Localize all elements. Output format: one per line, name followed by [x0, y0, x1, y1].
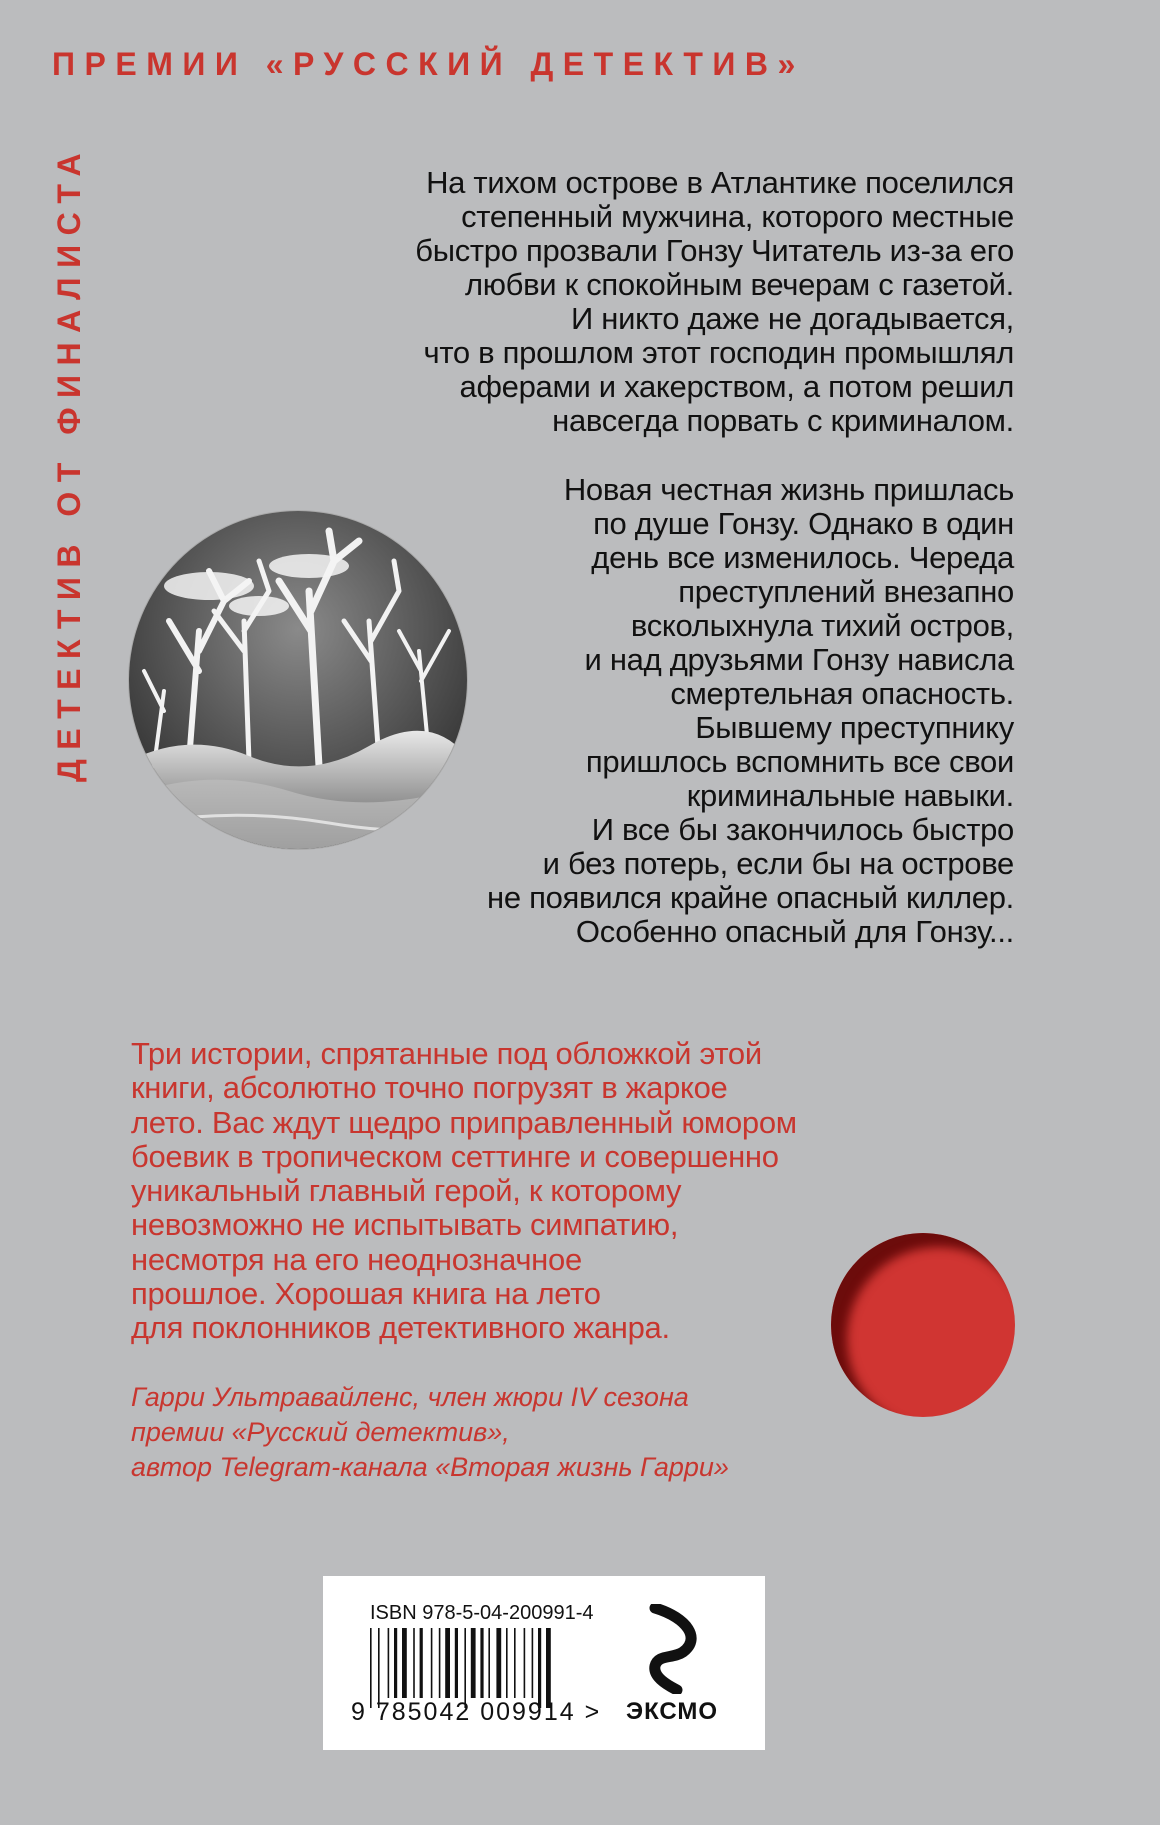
text-line: несмотря на его неоднозначное [131, 1241, 582, 1277]
text-line: Особенно опасный для Гонзу... [575, 914, 1014, 949]
text-line: день все изменилось. Череда [591, 540, 1014, 575]
text-line: премии «Русский детектив», [131, 1417, 510, 1447]
barcode-panel [323, 1576, 765, 1750]
text-line: На тихом острове в Атлантике поселился [426, 165, 1014, 200]
barcode-bar [370, 1628, 372, 1708]
text-line: и без потерь, если бы на острове [542, 846, 1014, 881]
barcode-bar [439, 1628, 441, 1698]
annotation-paragraph-1 [415, 166, 1014, 438]
barcode-bar [538, 1628, 541, 1708]
text-line: Бывшему преступнику [695, 710, 1014, 745]
review-author [131, 1380, 729, 1485]
text-line: аферами и хакерством, а потом решил [459, 369, 1014, 404]
barcode-bar [471, 1628, 476, 1698]
text-line: и над друзьями Гонзу нависла [584, 642, 1014, 677]
barcode-digits: 9 785042 009914 > [351, 1698, 602, 1726]
text-line: И никто даже не догадывается, [570, 301, 1014, 336]
island-trees-illustration [129, 511, 467, 849]
text-line: степенный мужчина, которого местные [461, 199, 1014, 234]
text-line: книги, абсолютно точно погрузят в жаркое [131, 1070, 728, 1106]
barcode-bar [413, 1628, 415, 1698]
barcode-bar [420, 1628, 423, 1698]
barcode-bar [514, 1628, 516, 1698]
text-line: криминальные навыки. [686, 778, 1014, 813]
barcode-bar [455, 1628, 458, 1698]
barcode-bar [532, 1628, 534, 1698]
barcode-bar [394, 1628, 397, 1698]
red-circle-cutout [831, 1233, 1015, 1417]
text-line: любви к спокойным вечерам с газетой. [464, 267, 1014, 302]
text-line: преступлений внезапно [678, 574, 1014, 609]
barcode-bar [464, 1628, 466, 1708]
barcode-bar [524, 1628, 526, 1698]
text-line: невозможно не испытывать симпатию, [131, 1207, 679, 1243]
text-line: автор Telegram-канала «Вторая жизнь Гарри» [131, 1452, 729, 1482]
text-line: для поклонников детективного жанра. [131, 1310, 670, 1346]
text-line: смертельная опасность. [670, 676, 1014, 711]
text-line: что в прошлом этот господин промышлял [423, 335, 1014, 370]
barcode-bar [431, 1628, 433, 1698]
publisher-name: ЭКСМО [626, 1698, 719, 1725]
vertical-title: ДЕТЕКТИВ ОТ ФИНАЛИСТА [51, 143, 87, 782]
barcode-bar [402, 1628, 407, 1698]
award-title: ПРЕМИИ «РУССКИЙ ДЕТЕКТИВ» [52, 46, 805, 82]
barcode-bar [480, 1628, 483, 1698]
barcode-bar [496, 1628, 501, 1698]
annotation-paragraph-2 [487, 473, 1014, 949]
text-line: пришлось вспомнить все свои [585, 744, 1014, 779]
text-line: уникальный главный герой, к которому [131, 1173, 682, 1209]
text-line: всколыхнула тихий остров, [630, 608, 1014, 643]
barcode-bar [378, 1628, 380, 1708]
barcode-bar [488, 1628, 490, 1698]
review-paragraph [131, 1037, 797, 1346]
text-line: Три истории, спрятанные под обложкой этой [131, 1036, 762, 1071]
barcode-bar [388, 1628, 390, 1698]
isbn-text: ISBN 978-5-04-200991-4 [370, 1602, 594, 1624]
eksmo-logo-icon [643, 1604, 703, 1694]
barcode-bar [506, 1628, 508, 1698]
barcode-bar [546, 1628, 551, 1708]
text-line: по душе Гонзу. Однако в один [593, 506, 1014, 541]
text-line: быстро прозвали Гонзу Читатель из-за его [415, 233, 1014, 268]
text-line: боевик в тропическом сеттинге и совершенно [131, 1138, 779, 1174]
barcode [370, 1628, 592, 1708]
text-line: не появился крайне опасный киллер. [487, 880, 1014, 915]
text-line: Новая честная жизнь пришлась [563, 472, 1014, 507]
text-line: Гарри Ультравайленс, член жюри IV сезона [131, 1382, 689, 1412]
barcode-bar [445, 1628, 450, 1698]
text-line: И все бы закончилось быстро [591, 812, 1014, 847]
text-line: лето. Вас ждут щедро приправленный юмором [131, 1104, 797, 1140]
text-line: прошлое. Хорошая книга на лето [131, 1276, 601, 1312]
text-line: навсегда порвать с криминалом. [552, 403, 1014, 438]
